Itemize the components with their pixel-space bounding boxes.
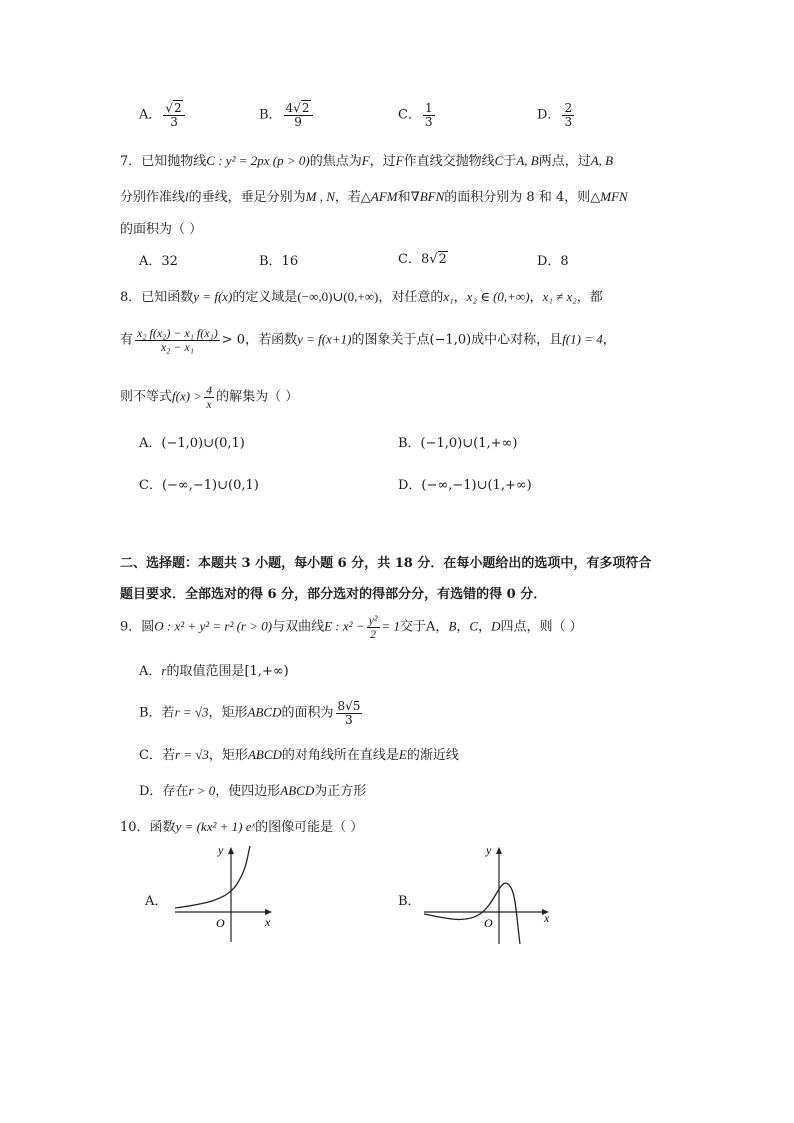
q8-line2: 有 $\frac{\text{x₂ f(x₂) − x₁ f(x₁)}}{\text{x₂ − x₁}}$ > 0，若函数y = f(x+1)的图象关于点(−1,0)成中心对称，且f(1) = 4， — [120, 326, 616, 354]
q10-graph-b — [420, 842, 560, 947]
section2-line1: 二、选择题：本题共 3 小题，每小题 6 分，共 18 分．在每小题给出的选项中，有多项符合 — [120, 556, 652, 571]
axis-y-label: y — [218, 843, 224, 857]
q7-line1: 7．已知抛物线C : y² = 2px (p > 0)的焦点为F，过F作直线交抛物线C于A, B两点，过A, B — [120, 153, 614, 169]
q9-option-b: B．若r = √3，矩形ABCD的面积为 $\frac{8√5}{3}$ — [139, 699, 361, 727]
q9-stem: 9．圆O : x² + y² = r² (r > 0)与双曲线E : x² − $\frac{\text{y²}}{2}$ = 1交于A，B，C，D四点，则（ ） — [120, 613, 583, 641]
q10-stem: 10．函数y = (kx² + 1) eˣ的图像可能是（ ） — [120, 819, 364, 835]
q10-graph-b-label: B． — [398, 894, 421, 909]
q7-line2: 分别作准线l的垂线，垂足分别为M , N，若△AFM和∇BFN的面积分别为 8 和 4，则△MFN — [120, 189, 628, 205]
y-axis-arrow — [228, 847, 234, 854]
q9-option-a: A．r的取值范围是[1,+∞) — [139, 663, 289, 679]
q8-option-a: A．(−1,0)∪(0,1) — [139, 436, 245, 451]
q7-line3: 的面积为（ ） — [120, 222, 203, 237]
q7-option-b: B．16 — [259, 254, 299, 269]
q6-option-a: A． $\frac{√2}{3}$ — [139, 102, 187, 128]
q9-option-c: C．若r = √3，矩形ABCD的对角线所在直线是E的渐近线 — [139, 747, 459, 763]
curve-b — [424, 883, 520, 944]
q8-line3: 则不等式f(x) > $\frac{4}{x}$ 的解集为（ ） — [120, 383, 299, 411]
origin-label: O — [216, 916, 225, 930]
y-axis-arrow — [496, 847, 502, 854]
axis-x-label: x — [265, 915, 271, 929]
q10-graph-a-label: A． — [145, 894, 168, 909]
q8-option-c: C．(−∞,−1)∪(0,1) — [139, 478, 259, 493]
q6-option-b: B． $\frac{4√2}{9}$ — [259, 102, 315, 128]
origin-label: O — [484, 916, 493, 930]
curve-a — [175, 846, 250, 908]
section2-line2: 题目要求．全部选对的得 6 分，部分选对的得部分分，有选错的得 0 分． — [120, 587, 547, 602]
q8-option-b: B．(−1,0)∪(1,+∞) — [398, 436, 518, 451]
q8-option-d: D．(−∞,−1)∪(1,+∞) — [398, 478, 532, 493]
q6-option-d: D． $\frac{2}{3}$ — [537, 101, 573, 129]
axis-x-label: x — [544, 911, 550, 925]
q10-graph-a — [165, 842, 285, 947]
q7-option-a: A．32 — [139, 254, 178, 269]
q8-line1: 8．已知函数y = f(x)的定义域是(−∞,0)∪(0,+∞)，对任意的x₁，x₂ ∈ (0,+∞)，x₁ ≠ x₂，都 — [120, 289, 603, 305]
q7-option-c: C．8√2 — [398, 252, 447, 267]
q7-option-d: D．8 — [537, 254, 569, 269]
q6-option-c: C． $\frac{1}{3}$ — [398, 101, 433, 129]
axis-y-label: y — [486, 843, 492, 857]
q9-option-d: D．存在r > 0，使四边形ABCD为正方形 — [139, 783, 367, 799]
